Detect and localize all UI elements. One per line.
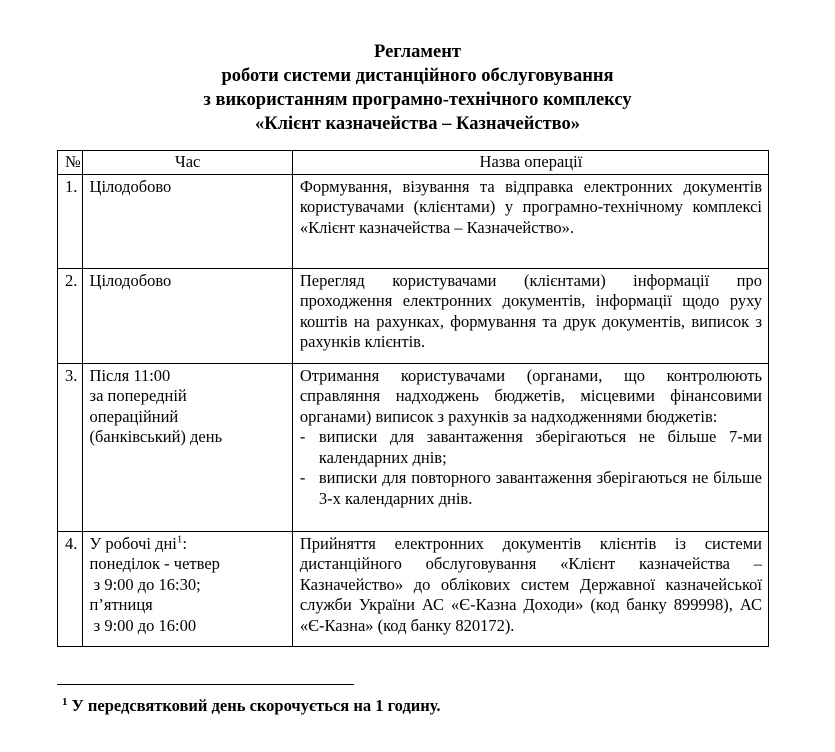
time-line: за попередній (89, 386, 187, 405)
footnote-text: У передсвятковий день скорочується на 1 годину. (67, 696, 441, 715)
footnote (62, 696, 441, 716)
row-operation: Прийняття електронних документів клієнтів із системи дистанційного обслуговування «Клієнт казначейства – Казначейство» до облікових систем Державної казначейської служби України АС «Є-Казна Доходи» (код банку 899998), АС «Є-Казна» (код банку 820172). (292, 531, 768, 646)
table-row (58, 174, 769, 268)
row-time (82, 363, 292, 531)
time-heading-text: У робочі дні (89, 533, 177, 553)
bullet-marker: - (299, 427, 306, 446)
time-line: п’ятниця (89, 595, 153, 614)
schedule-table (57, 150, 769, 647)
document-title (0, 40, 835, 136)
row-number: 1. (58, 174, 83, 268)
row-time: Цілодобово (82, 268, 292, 363)
row-operation: Перегляд користувачами (клієнтами) інформації про проходження електронних документів, інформації щодо руху коштів на рахунках, формування та друк документів, виписок з рахунків клієнтів. (292, 268, 768, 363)
row-time: Цілодобово (82, 174, 292, 268)
footnote-separator (57, 684, 354, 685)
row-operation (292, 363, 768, 531)
table-row (58, 268, 769, 363)
bullet-text: виписки для завантаження зберігаються не більше 7-ми календарних днів; (318, 427, 762, 467)
footnote-marker: 1 (62, 696, 68, 708)
header-number: № (58, 151, 83, 175)
table-row (58, 531, 769, 646)
row-number: 2. (58, 268, 83, 363)
table-row (58, 363, 769, 531)
title-line-3: з використанням програмно-технічного комплексу (203, 90, 632, 110)
operation-bullet-list (300, 427, 762, 509)
title-line-2: роботи системи дистанційного обслуговування (221, 66, 614, 86)
operation-intro: Отримання користувачами (органами, що контролюють справляння надходжень бюджетів, місцевими фінансовими органами) виписок з рахунків за надходженнями бюджетів: (299, 365, 762, 426)
time-line: з 9:00 до 16:00 (89, 615, 197, 635)
title-line-1: Регламент (374, 42, 461, 62)
list-item (300, 468, 762, 509)
time-line: з 9:00 до 16:30; (89, 574, 201, 594)
bullet-marker: - (299, 468, 306, 487)
time-line: (банківський) день (89, 427, 223, 446)
time-line: понеділок - четвер (89, 554, 220, 573)
time-line: Після 11:00 (89, 365, 171, 385)
header-time: Час (82, 151, 292, 175)
bullet-text: виписки для повторного завантаження зберігаються не більше 3-х календарних днів. (318, 468, 762, 508)
title-line-4: «Клієнт казначейства – Казначейство» (254, 114, 581, 134)
row-operation: Формування, візування та відправка електронних документів користувачами (клієнтами) у програмно-технічному комплексі «Клієнт казначейства – Казначейство». (292, 174, 768, 268)
row-number: 3. (58, 363, 83, 531)
footnote-ref: 1 (176, 533, 183, 545)
header-operation: Назва операції (292, 151, 768, 175)
row-time (82, 531, 292, 646)
row-number: 4. (58, 531, 83, 646)
time-heading-suffix: : (182, 533, 187, 553)
table-header-row (58, 151, 769, 175)
time-heading (90, 534, 286, 555)
time-line: операційний (89, 406, 179, 426)
list-item (300, 427, 762, 468)
